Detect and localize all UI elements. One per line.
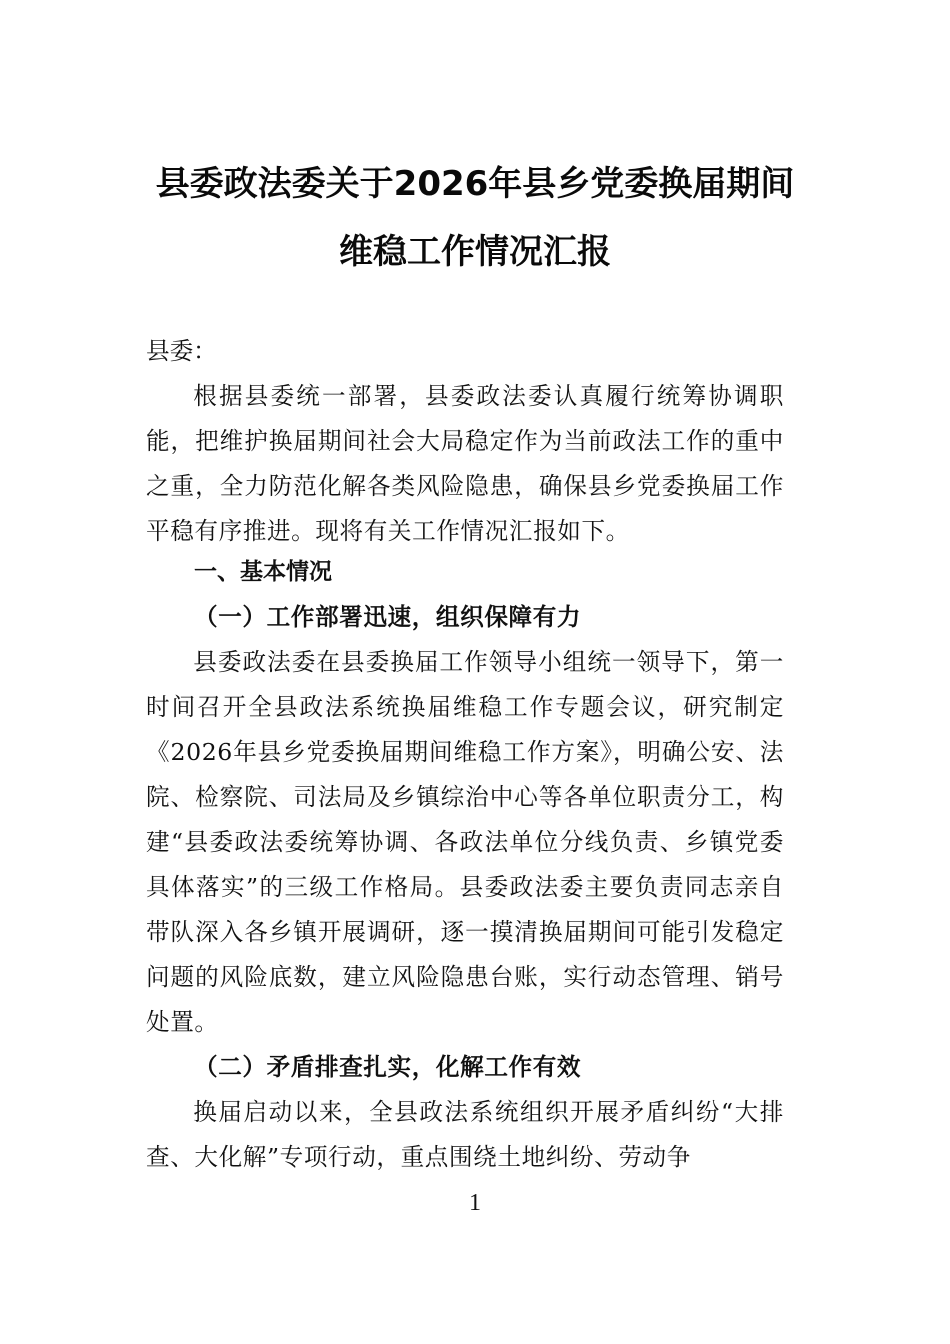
section-heading-basic-situation: 一、基本情况	[194, 559, 332, 585]
salutation: 县委：	[146, 337, 217, 365]
subsection-heading-1: （一）工作部署迅速，组织保障有力	[194, 603, 582, 631]
subsection-1-paragraph: 县委政法委在县委换届工作领导小组统一领导下，第一时间召开全县政法系统换届维稳工作专题会议，研究制定《2026年县乡党委换届期间维稳工作方案》，明确公安、法院、检察院、司法局及乡镇综治中心等各单位职责分工，构建“县委政法委统筹协调、各政法单位分线负责、乡镇党委具体落实”的三级工作格局。县委政法委主要负责同志亲自带队深入各乡镇开展调研，逐一摸清换届期间可能引发稳定问题的风险底数，建立风险隐患台账，实行动态管理、销号处置。	[146, 648, 784, 1036]
page-number: 1	[469, 1190, 481, 1216]
intro-paragraph: 根据县委统一部署，县委政法委认真履行统筹协调职能，把维护换届期间社会大局稳定作为当前政法工作的重中之重，全力防范化解各类风险隐患，确保县乡党委换届工作平稳有序推进。现将有关工作情况汇报如下。	[146, 382, 784, 545]
subsection-2-block	[146, 1090, 784, 1180]
subsection-heading-2: （二）矛盾排查扎实，化解工作有效	[194, 1053, 582, 1081]
intro-block	[146, 374, 784, 554]
document-title-line-1: 县委政法委关于2026年县乡党委换届期间	[155, 164, 795, 204]
document-title-line-2: 维稳工作情况汇报	[339, 232, 611, 272]
subsection-1-block	[146, 640, 784, 1045]
subsection-2-paragraph: 换届启动以来，全县政法系统组织开展矛盾纠纷“大排查、大化解”专项行动，重点围绕土地纠纷、劳动争	[146, 1098, 784, 1171]
